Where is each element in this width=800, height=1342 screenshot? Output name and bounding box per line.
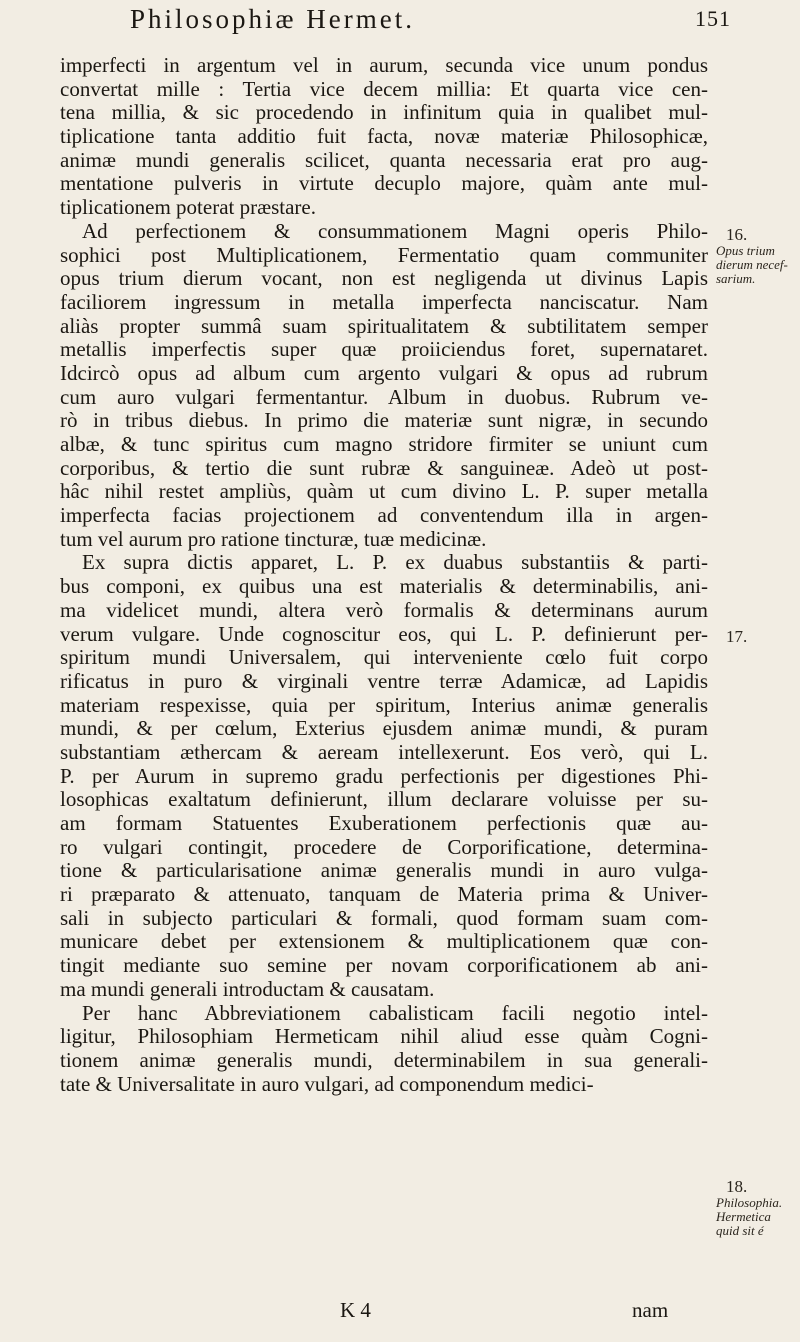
text-line: substantiam æthercam & aeream intellexerunt. Eos verò, qui L.	[60, 739, 708, 764]
text-line: hâc nihil restet ampliùs, quàm ut cum divino L. P. super metalla	[60, 479, 708, 504]
text-line: imperfecta facias projectionem ad conventendum illa in argen-	[60, 503, 708, 528]
text-line: tione & particularisatione animæ generalis mundi in auro vulga-	[60, 858, 708, 883]
text-line: cum auro vulgari fermentantur. Album in duobus. Rubrum ve-	[60, 384, 708, 409]
text-line: faciliorem ingressum in metalla imperfecta nanciscatur. Nam	[60, 289, 708, 314]
text-line: spiritum mundi Universalem, qui interveniente cœlo fuit corpo	[60, 645, 708, 670]
text-line: tena millia, & sic procedendo in infinitum quia in qualibet mul-	[60, 100, 708, 125]
text-line: ma videlicet mundi, altera verò formalis & determinans aurum	[60, 597, 708, 622]
text-line: sali in subjecto particulari & formali, quod formam suam com-	[60, 905, 708, 930]
catchword: nam	[632, 1298, 669, 1322]
text-line: mundi, & per cœlum, Exterius ejusdem animæ mundi, & puram	[60, 716, 708, 741]
text-line: bus componi, ex quibus una est materialis & determinabilis, ani-	[60, 574, 708, 599]
text-line: metallis imperfectis super quæ proiiciendus foret, supernataret.	[60, 337, 708, 362]
margin-note-line: Hermetica	[716, 1209, 771, 1224]
text-line: imperfecti in argentum vel in aurum, secunda vice unum pondus	[60, 53, 708, 77]
text-line: sophici post Multiplicationem, Fermentatio quam communiter	[60, 242, 708, 267]
text-line: municare debet per extensionem & multiplicationem quæ con-	[60, 929, 708, 954]
text-line: corporibus, & tertio die sunt rubræ & sanguineæ. Adeò ut post-	[60, 455, 708, 480]
running-head-title: Philosophiæ Hermet.	[130, 4, 415, 34]
margin-note-16	[716, 225, 800, 286]
text-line: Per hanc Abbreviationem cabalisticam facili negotio intel-	[82, 1000, 708, 1025]
margin-note-17	[716, 627, 800, 646]
text-line: aliàs propter summâ suam spiritualitatem & subtilitatem semper	[60, 313, 708, 338]
margin-note-18	[716, 1177, 800, 1238]
text-line: tiplicatione tanta additio fuit facta, novæ materiæ Philosophicæ,	[60, 124, 708, 149]
page-number: 151	[695, 6, 731, 31]
text-line: albæ, & tunc spiritus cum magno stridore firmiter se uniunt cum	[60, 432, 708, 456]
text-line: materiam respexisse, quia per spiritum, Interius animæ generalis	[60, 692, 708, 717]
text-line: P. per Aurum in supremo gradu perfectionis per digestiones Phi-	[60, 763, 708, 788]
text-line: mentatione pulveris in virtute decuplo majore, quàm ante mul-	[60, 171, 708, 196]
margin-note-line: dierum necef-	[716, 257, 788, 272]
text-line: rificatus in puro & virginali ventre terræ Adamicæ, ad Lapidis	[60, 668, 708, 693]
text-line: animæ mundi generalis scilicet, quanta necessaria erat pro aug-	[60, 147, 708, 172]
text-line: opus trium dierum vocant, non est negligenda ut divinus Lapis	[60, 266, 708, 291]
text-line: Idcircò opus ad album cum argento vulgari & opus ad rubrum	[60, 360, 708, 385]
text-line: rò in tribus diebus. In primo die materiæ sunt nigræ, in secundo	[60, 408, 708, 433]
text-line: ro vulgari contingit, procedere de Corporificatione, determina-	[60, 834, 708, 859]
text-line: ma mundi generali introductam & causatam.	[60, 976, 435, 1001]
margin-note-line: quid sit é	[716, 1223, 764, 1238]
text-line: losophicas exaltatum definierunt, illum declarare voluisse per su-	[60, 787, 708, 812]
margin-note-number: 18.	[726, 1177, 748, 1196]
margin-note-line: Opus trium	[716, 243, 775, 258]
text-line: ligitur, Philosophiam Hermeticam nihil aliud esse quàm Cogni-	[60, 1024, 708, 1049]
text-line: tum vel aurum pro ratione tincturæ, tuæ medicinæ.	[60, 526, 487, 551]
running-head	[130, 4, 730, 35]
text-line: am formam Statuentes Exuberationem perfectionis quæ au-	[60, 811, 708, 835]
margin-note-line: sarium.	[716, 271, 756, 286]
text-line: tionem animæ generalis mundi, determinabilem in sua generali-	[60, 1047, 708, 1072]
text-line: Ad perfectionem & consummationem Magni operis Philo-	[82, 218, 708, 243]
margin-note-number: 17.	[726, 627, 748, 646]
signature-mark: K 4	[340, 1298, 371, 1322]
margin-note-line: Philosophia.	[716, 1195, 783, 1210]
text-line: Ex supra dictis apparet, L. P. ex duabus substantiis & parti-	[82, 550, 708, 575]
text-line: ri præparato & attenuato, tanquam de Materia prima & Univer-	[60, 882, 708, 907]
margin-note-number: 16.	[726, 225, 748, 244]
body-text	[60, 54, 708, 1096]
page-footer	[0, 1298, 800, 1328]
text-line: tiplicationem poterat præstare.	[60, 195, 316, 220]
text-line: tate & Universalitate in auro vulgari, ad componendum medici-	[60, 1071, 594, 1096]
text-line: tingit mediante suo semine per novam corporificationem ab ani-	[60, 953, 708, 978]
text-line: convertat mille : Tertia vice decem millia: Et quarta vice cen-	[60, 76, 708, 101]
text-line: verum vulgare. Unde cognoscitur eos, qui L. P. definierunt per-	[60, 621, 708, 646]
